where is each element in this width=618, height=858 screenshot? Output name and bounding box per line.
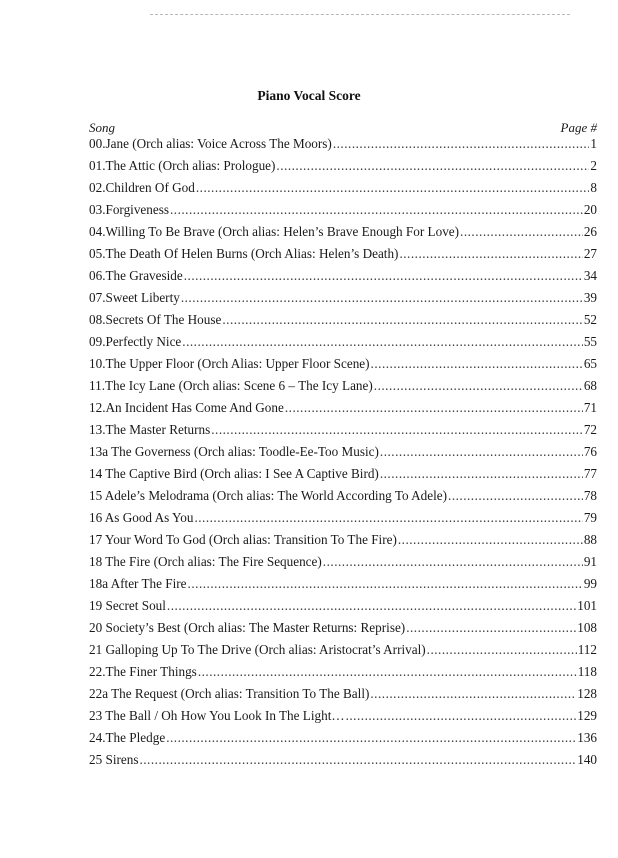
toc-entry (89, 598, 597, 620)
toc-entry (89, 224, 597, 246)
toc-entry-title: 14 The Captive Bird (Orch alias: I See A Captive Bird) (89, 466, 379, 481)
song-column-header: Song (89, 120, 115, 135)
toc-entry-title: 02.Children Of God (89, 180, 195, 195)
toc-entry-title: 22a The Request (Orch alias: Transition To The Ball) (89, 686, 370, 701)
dot-leader (276, 158, 589, 174)
toc-entry (89, 708, 597, 730)
toc-entry (89, 752, 597, 774)
toc-entry-page: 20 (583, 202, 597, 217)
toc-entry-title: 13a The Governess (Orch alias: Toodle-Ee-Too Music) (89, 444, 379, 459)
toc-entry (89, 444, 597, 466)
toc-entry-title: 24.The Pledge (89, 730, 166, 745)
toc-entry-title: 18 The Fire (Orch alias: The Fire Sequence) (89, 554, 322, 569)
toc-entry-title: 04.Willing To Be Brave (Orch alias: Helen’s Brave Enough For Love) (89, 224, 460, 239)
page-column-header: Page # (560, 120, 597, 135)
toc-entry-page: 27 (583, 246, 597, 261)
toc-entry-page: 101 (577, 598, 597, 613)
toc-entry-page: 128 (577, 686, 597, 701)
toc-entry (89, 730, 597, 752)
dot-leader (406, 620, 576, 636)
toc-entry-title: 09.Perfectly Nice (89, 334, 182, 349)
toc-entry (89, 488, 597, 510)
toc-entry-page: 71 (583, 400, 597, 415)
toc-entry (89, 158, 597, 180)
toc-entry (89, 290, 597, 312)
toc-entry-page: 99 (583, 576, 597, 591)
toc-entry (89, 686, 597, 708)
toc-entry (89, 466, 597, 488)
dot-leader (374, 378, 583, 394)
toc-entry-title: 19 Secret Soul (89, 598, 166, 613)
toc-entry-title: 20 Society’s Best (Orch alias: The Master Returns: Reprise) (89, 620, 406, 635)
toc-entry-title: 07.Sweet Liberty (89, 290, 180, 305)
toc-entry-page: 136 (577, 730, 597, 745)
dot-leader (188, 576, 583, 592)
dot-leader (427, 642, 577, 658)
toc-entry (89, 202, 597, 224)
dot-leader (285, 400, 583, 416)
toc-entry (89, 312, 597, 334)
toc-entry-title: 17 Your Word To God (Orch alias: Transition To The Fire) (89, 532, 397, 547)
toc-entry-title: 10.The Upper Floor (Orch Alias: Upper Floor Scene) (89, 356, 370, 371)
toc-entry-page: 76 (583, 444, 597, 459)
toc-entry-title: 12.An Incident Has Come And Gone (89, 400, 284, 415)
toc-entry-page: 91 (583, 554, 597, 569)
toc-entry (89, 510, 597, 532)
dot-leader (448, 488, 583, 504)
toc-entry-page: 8 (590, 180, 597, 195)
toc-entry-title: 16 As Good As You (89, 510, 194, 525)
dot-leader (194, 510, 582, 526)
toc-entry-page: 129 (577, 708, 597, 723)
toc-entry (89, 532, 597, 554)
toc-entry-title: 05.The Death Of Helen Burns (Orch Alias: Helen’s Death) (89, 246, 399, 261)
dot-leader (460, 224, 583, 240)
toc-entry-page: 1 (590, 136, 597, 151)
toc-entry-page: 77 (583, 466, 597, 481)
dot-leader (139, 752, 576, 768)
toc-entry (89, 664, 597, 686)
toc-entry-page: 140 (577, 752, 597, 767)
dot-leader (184, 268, 583, 284)
toc-entry (89, 554, 597, 576)
toc-entry-title: 01.The Attic (Orch alias: Prologue) (89, 158, 276, 173)
toc-entry (89, 642, 597, 664)
toc-entry (89, 180, 597, 202)
toc-entry-page: 26 (583, 224, 597, 239)
toc-entry-title: 11.The Icy Lane (Orch alias: Scene 6 – The Icy Lane) (89, 378, 373, 393)
dot-leader (399, 246, 582, 262)
toc-entry-title: 06.The Graveside (89, 268, 183, 283)
toc-entry-title: 03.Forgiveness (89, 202, 169, 217)
toc-entry-title: 08.Secrets Of The House (89, 312, 222, 327)
toc-entry-page: 78 (583, 488, 597, 503)
dot-leader (167, 598, 576, 614)
toc-entry-page: 34 (583, 268, 597, 283)
dot-leader (222, 312, 582, 328)
dot-leader (182, 334, 583, 350)
dot-leader (170, 202, 583, 218)
dot-leader (346, 708, 577, 724)
scan-artifact-line (150, 14, 570, 15)
toc-entry-page: 55 (583, 334, 597, 349)
toc-entry (89, 246, 597, 268)
dot-leader (371, 356, 583, 372)
dot-leader (380, 466, 583, 482)
toc-entry-title: 15 Adele’s Melodrama (Orch alias: The World According To Adele) (89, 488, 448, 503)
toc-entry-page: 72 (583, 422, 597, 437)
toc-entry (89, 576, 597, 598)
toc-entry (89, 422, 597, 444)
table-of-contents (89, 136, 597, 774)
toc-entry (89, 136, 597, 158)
dot-leader (333, 136, 590, 152)
toc-entry-page: 65 (583, 356, 597, 371)
toc-entry-page: 52 (583, 312, 597, 327)
toc-entry-page: 88 (583, 532, 597, 547)
dot-leader (181, 290, 583, 306)
dot-leader (323, 554, 583, 570)
dot-leader (198, 664, 577, 680)
toc-entry-page: 79 (583, 510, 597, 525)
page-title: Piano Vocal Score (257, 88, 361, 103)
dot-leader (211, 422, 583, 438)
toc-entry (89, 356, 597, 378)
toc-entry-page: 39 (583, 290, 597, 305)
toc-entry-page: 112 (577, 642, 597, 657)
dot-leader (166, 730, 576, 746)
toc-entry-title: 13.The Master Returns (89, 422, 211, 437)
column-headers (89, 120, 597, 136)
dot-leader (196, 180, 590, 196)
dot-leader (398, 532, 583, 548)
toc-entry (89, 400, 597, 422)
toc-entry-title: 18a After The Fire (89, 576, 187, 591)
toc-entry-title: 00.Jane (Orch alias: Voice Across The Moors) (89, 136, 332, 151)
dot-leader (380, 444, 583, 460)
toc-entry (89, 334, 597, 356)
toc-entry-title: 25 Sirens (89, 752, 139, 767)
toc-entry (89, 378, 597, 400)
toc-entry-page: 68 (583, 378, 597, 393)
dot-leader (370, 686, 576, 702)
toc-entry-title: 23 The Ball / Oh How You Look In The Light… (89, 708, 345, 723)
toc-entry (89, 268, 597, 290)
toc-entry (89, 620, 597, 642)
toc-entry-page: 2 (590, 158, 597, 173)
toc-entry-title: 21 Galloping Up To The Drive (Orch alias: Aristocrat’s Arrival) (89, 642, 426, 657)
toc-entry-page: 108 (577, 620, 597, 635)
toc-entry-title: 22.The Finer Things (89, 664, 197, 679)
toc-entry-page: 118 (577, 664, 597, 679)
